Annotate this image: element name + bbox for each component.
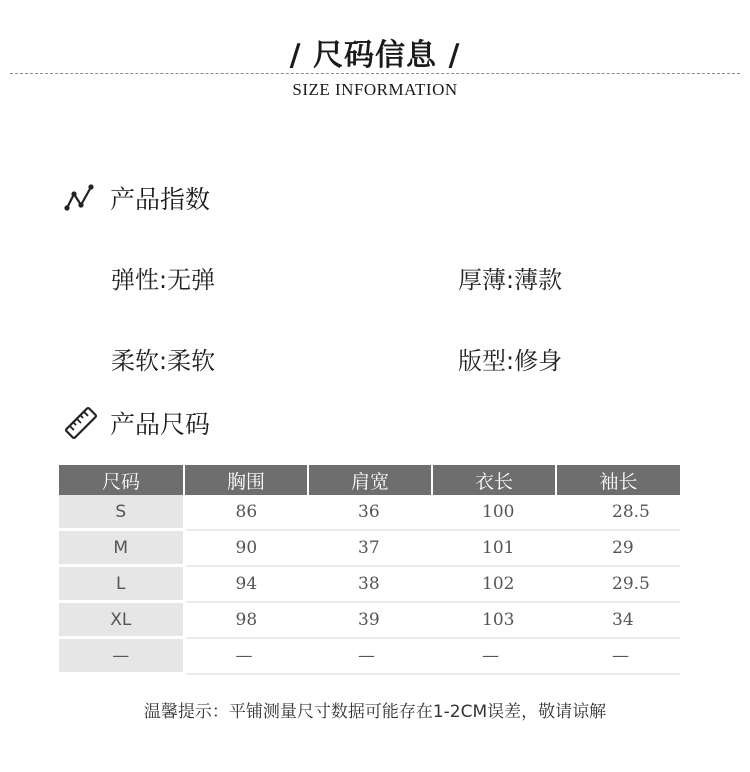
table-row [59, 566, 680, 602]
chest-value: 98 [184, 602, 308, 638]
sleeve-value: 34 [556, 602, 680, 638]
column-header-shoulder: 肩宽 [308, 465, 432, 495]
shoulder-value: 36 [308, 495, 432, 530]
table-header-row [59, 465, 680, 495]
length-value: 100 [432, 495, 556, 530]
shoulder-value: 38 [308, 566, 432, 602]
attr-elasticity: 弹性:无弹 [111, 266, 216, 294]
attr-thickness: 厚薄:薄款 [458, 266, 563, 294]
chest-value: — [184, 638, 308, 674]
dashed-divider [10, 73, 740, 74]
column-header-chest: 胸围 [184, 465, 308, 495]
shoulder-value: — [308, 638, 432, 674]
product-index-label: 产品指数 [110, 185, 211, 214]
size-label: — [59, 638, 184, 674]
page-subtitle: SIZE INFORMATION [292, 80, 458, 99]
product-size-label: 产品尺码 [110, 410, 211, 439]
shoulder-value: 39 [308, 602, 432, 638]
shoulder-value: 37 [308, 530, 432, 566]
page-title: / 尺码信息 / [289, 38, 461, 73]
chest-value: 86 [184, 495, 308, 530]
column-header-sleeve: 袖长 [556, 465, 680, 495]
sleeve-value: 28.5 [556, 495, 680, 530]
size-label: M [59, 530, 184, 566]
table-row [59, 638, 680, 674]
table-row [59, 495, 680, 530]
column-header-size: 尺码 [59, 465, 184, 495]
attr-softness: 柔软:柔软 [111, 347, 216, 375]
size-table [59, 465, 680, 675]
sleeve-value: — [556, 638, 680, 674]
sleeve-value: 29.5 [556, 566, 680, 602]
chest-value: 90 [184, 530, 308, 566]
length-value: 102 [432, 566, 556, 602]
ruler-icon [64, 406, 98, 440]
product-size-heading [64, 405, 210, 441]
trend-line-icon [64, 181, 98, 215]
measurement-note: 温馨提示：平铺测量尺寸数据可能存在1-2CM误差，敬请谅解 [143, 702, 607, 722]
sleeve-value: 29 [556, 530, 680, 566]
length-value: — [432, 638, 556, 674]
column-header-length: 衣长 [432, 465, 556, 495]
size-label: S [59, 495, 184, 530]
length-value: 101 [432, 530, 556, 566]
size-label: XL [59, 602, 184, 638]
length-value: 103 [432, 602, 556, 638]
attr-fit: 版型:修身 [458, 347, 563, 375]
table-row [59, 530, 680, 566]
product-index-heading [64, 180, 210, 216]
table-row [59, 602, 680, 638]
size-label: L [59, 566, 184, 602]
chest-value: 94 [184, 566, 308, 602]
